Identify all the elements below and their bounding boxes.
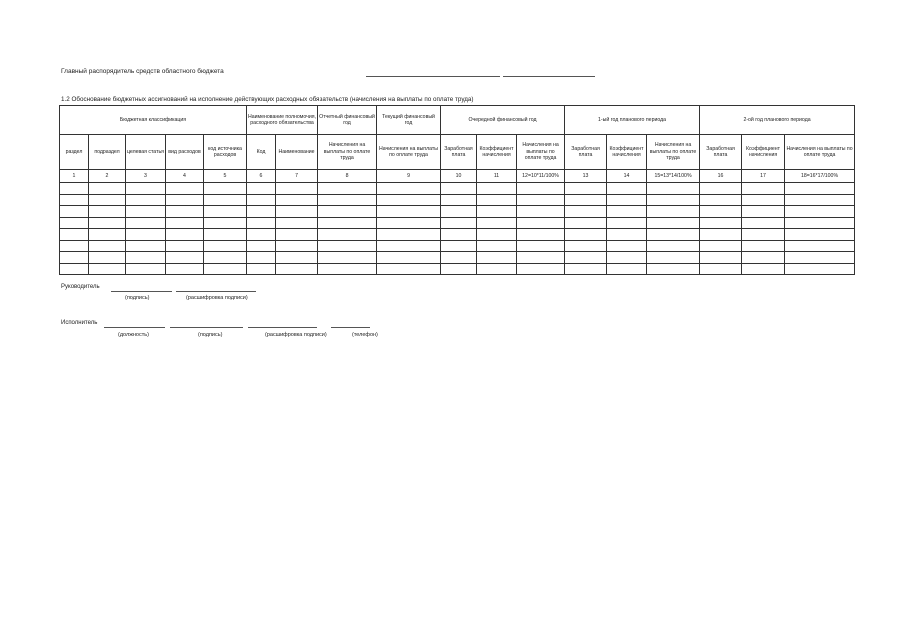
head-sign-caption: (подпись) [125,295,150,301]
header-reporting-year: Отчетный финансовый год [318,106,377,135]
table-cell [700,206,742,218]
table-cell [276,183,318,195]
header-col-2: подраздел [89,135,126,170]
header-col-7: Наименование [276,135,318,170]
table-cell [785,183,855,195]
table-cell [441,229,477,241]
table-cell [166,183,204,195]
table-cell [377,217,441,229]
header-col-18: Начисления на выплаты по оплате труда [785,135,855,170]
column-number: 5 [204,170,247,183]
column-number: 3 [126,170,166,183]
column-number: 4 [166,170,204,183]
table-cell [276,240,318,252]
table-cell [477,183,517,195]
table-cell [742,252,785,264]
table-cell [647,217,700,229]
table-cell [477,229,517,241]
table-cell [276,229,318,241]
table-header-row-groups [60,106,855,135]
table-cell [565,194,607,206]
column-number-row [60,170,855,183]
table-cell [247,217,276,229]
table-cell [517,240,565,252]
head-decode-caption: (расшифровка подписи) [186,295,248,301]
table-cell [166,217,204,229]
table-cell [166,240,204,252]
table-row [60,206,855,218]
table-cell [700,194,742,206]
header-col-4: вид расходов [166,135,204,170]
header-col-14: Коэффициент начисления [607,135,647,170]
exec-decode-caption: (расшифровка подписи) [265,332,327,338]
table-header-row-columns [60,135,855,170]
main-admin-name-line [366,76,500,77]
table-cell [441,183,477,195]
table-cell [276,194,318,206]
table-cell [60,240,89,252]
table-cell [785,229,855,241]
table-cell [441,252,477,264]
table-cell [742,217,785,229]
table-cell [126,240,166,252]
exec-decode-line [248,327,317,328]
table-cell [247,194,276,206]
column-number: 8 [318,170,377,183]
exec-position-caption: (должность) [118,332,149,338]
table-cell [166,194,204,206]
header-obligation-name: Наименование полномочия, расходного обязательства [247,106,318,135]
table-cell [647,263,700,275]
table-cell [204,240,247,252]
table-cell [166,206,204,218]
header-col-17: Коэффициент начисления [742,135,785,170]
table-cell [377,229,441,241]
table-cell [126,263,166,275]
table-cell [441,206,477,218]
table-cell [607,183,647,195]
table-cell [276,263,318,275]
header-plan-year-1: 1-ый год планового периода [565,106,700,135]
header-col-1: раздел [60,135,89,170]
table-cell [647,252,700,264]
table-cell [607,240,647,252]
table-cell [477,194,517,206]
table-cell [89,206,126,218]
table-row [60,252,855,264]
table-cell [742,206,785,218]
table-cell [247,206,276,218]
table-cell [785,194,855,206]
table-row [60,194,855,206]
table-cell [565,183,607,195]
table-cell [647,206,700,218]
exec-phone-caption: (телефон) [352,332,378,338]
table-cell [742,263,785,275]
header-col-13: Заработная плата [565,135,607,170]
table-cell [785,263,855,275]
table-cell [318,252,377,264]
table-cell [377,183,441,195]
table-cell [565,206,607,218]
table-cell [607,252,647,264]
header-col-11: Коэффициент начисления [477,135,517,170]
table-cell [247,240,276,252]
table-cell [247,252,276,264]
head-decode-line [176,291,256,292]
header-col-6: Код [247,135,276,170]
table-cell [477,252,517,264]
table-cell [700,263,742,275]
table-cell [700,240,742,252]
table-cell [441,240,477,252]
table-cell [60,229,89,241]
table-cell [377,206,441,218]
column-number: 16 [700,170,742,183]
exec-label: Исполнитель [61,320,98,326]
table-cell [276,217,318,229]
table-cell [785,252,855,264]
column-number: 11 [477,170,517,183]
table-row [60,217,855,229]
table-cell [517,194,565,206]
table-cell [441,217,477,229]
table-cell [647,183,700,195]
table-cell [742,183,785,195]
table-row [60,183,855,195]
table-cell [607,206,647,218]
table-cell [477,206,517,218]
table-cell [477,240,517,252]
table-cell [204,206,247,218]
table-cell [742,229,785,241]
table-cell [565,263,607,275]
budget-table [59,105,855,275]
table-cell [477,217,517,229]
table-cell [126,217,166,229]
header-next-year: Очередной финансовый год [441,106,565,135]
table-cell [441,263,477,275]
table-cell [126,206,166,218]
table-cell [247,263,276,275]
table-cell [565,252,607,264]
table-cell [89,217,126,229]
table-row [60,229,855,241]
table-cell [166,229,204,241]
table-cell [204,229,247,241]
table-cell [89,252,126,264]
table-cell [126,183,166,195]
table-cell [785,217,855,229]
column-number: 7 [276,170,318,183]
column-number: 2 [89,170,126,183]
table-cell [247,183,276,195]
column-number: 13 [565,170,607,183]
table-cell [565,240,607,252]
header-col-15: Начисления на выплаты по оплате труда [647,135,700,170]
column-number: 18=16*17/100% [785,170,855,183]
table-cell [89,229,126,241]
table-cell [377,263,441,275]
table-cell [377,194,441,206]
main-admin-label: Главный распорядитель средств областного бюджета [61,68,224,75]
table-cell [166,252,204,264]
table-cell [204,183,247,195]
column-number: 10 [441,170,477,183]
exec-phone-line [331,327,370,328]
table-cell [60,206,89,218]
column-number: 14 [607,170,647,183]
exec-sign-caption: (подпись) [198,332,223,338]
table-row [60,263,855,275]
header-col-3: целевая статья [126,135,166,170]
table-cell [60,263,89,275]
table-cell [607,229,647,241]
table-cell [89,183,126,195]
header-budget-classification: Бюджетная классификация [60,106,247,135]
table-cell [565,229,607,241]
table-cell [647,240,700,252]
table-cell [318,240,377,252]
table-cell [318,206,377,218]
table-cell [60,252,89,264]
table-cell [441,194,477,206]
header-col-8: Начисления на выплаты по оплате труда [318,135,377,170]
table-cell [785,240,855,252]
table-cell [166,263,204,275]
table-cell [565,217,607,229]
main-admin-code-line [503,76,595,77]
table-cell [517,229,565,241]
header-col-16: Заработная плата [700,135,742,170]
column-number: 12=10*11/100% [517,170,565,183]
table-cell [477,263,517,275]
table-cell [377,252,441,264]
head-sign-line [111,291,172,292]
column-number: 1 [60,170,89,183]
table-cell [204,252,247,264]
section-title: 1.2 Обоснование бюджетных ассигнований на исполнение действующих расходных обязательств (начисления на выплаты по оплате труда) [61,96,474,103]
column-number: 17 [742,170,785,183]
table-cell [204,194,247,206]
table-cell [276,206,318,218]
table-cell [517,217,565,229]
column-number: 15=13*14/100% [647,170,700,183]
table-cell [126,194,166,206]
table-cell [607,194,647,206]
table-cell [247,229,276,241]
table-cell [318,217,377,229]
table-cell [60,183,89,195]
table-cell [647,194,700,206]
header-col-10: Заработная плата [441,135,477,170]
table-cell [318,194,377,206]
table-cell [60,217,89,229]
table-cell [126,252,166,264]
table-cell [742,194,785,206]
table-cell [318,263,377,275]
table-cell [89,240,126,252]
table-cell [700,229,742,241]
table-cell [318,183,377,195]
table-cell [60,194,89,206]
table-cell [89,263,126,275]
table-cell [607,217,647,229]
table-cell [785,206,855,218]
table-cell [318,229,377,241]
table-cell [742,240,785,252]
header-col-9: Начисления на выплаты по оплате труда [377,135,441,170]
table-cell [204,217,247,229]
table-cell [377,240,441,252]
header-current-year: Текущий финансовый год [377,106,441,135]
table-cell [89,194,126,206]
table-cell [126,229,166,241]
table-cell [517,206,565,218]
table-cell [647,229,700,241]
exec-position-line [104,327,165,328]
exec-sign-line [170,327,243,328]
table-cell [517,183,565,195]
table-cell [276,252,318,264]
head-label: Руководитель [61,284,100,290]
table-cell [607,263,647,275]
table-cell [700,252,742,264]
column-number: 9 [377,170,441,183]
table-cell [517,252,565,264]
table-cell [700,183,742,195]
header-col-5: код источника расходов [204,135,247,170]
column-number: 6 [247,170,276,183]
table-cell [517,263,565,275]
table-cell [204,263,247,275]
table-cell [700,217,742,229]
header-col-12: Начисления на выплаты по оплате труда [517,135,565,170]
header-plan-year-2: 2-ой год планового периода [700,106,855,135]
table-row [60,240,855,252]
